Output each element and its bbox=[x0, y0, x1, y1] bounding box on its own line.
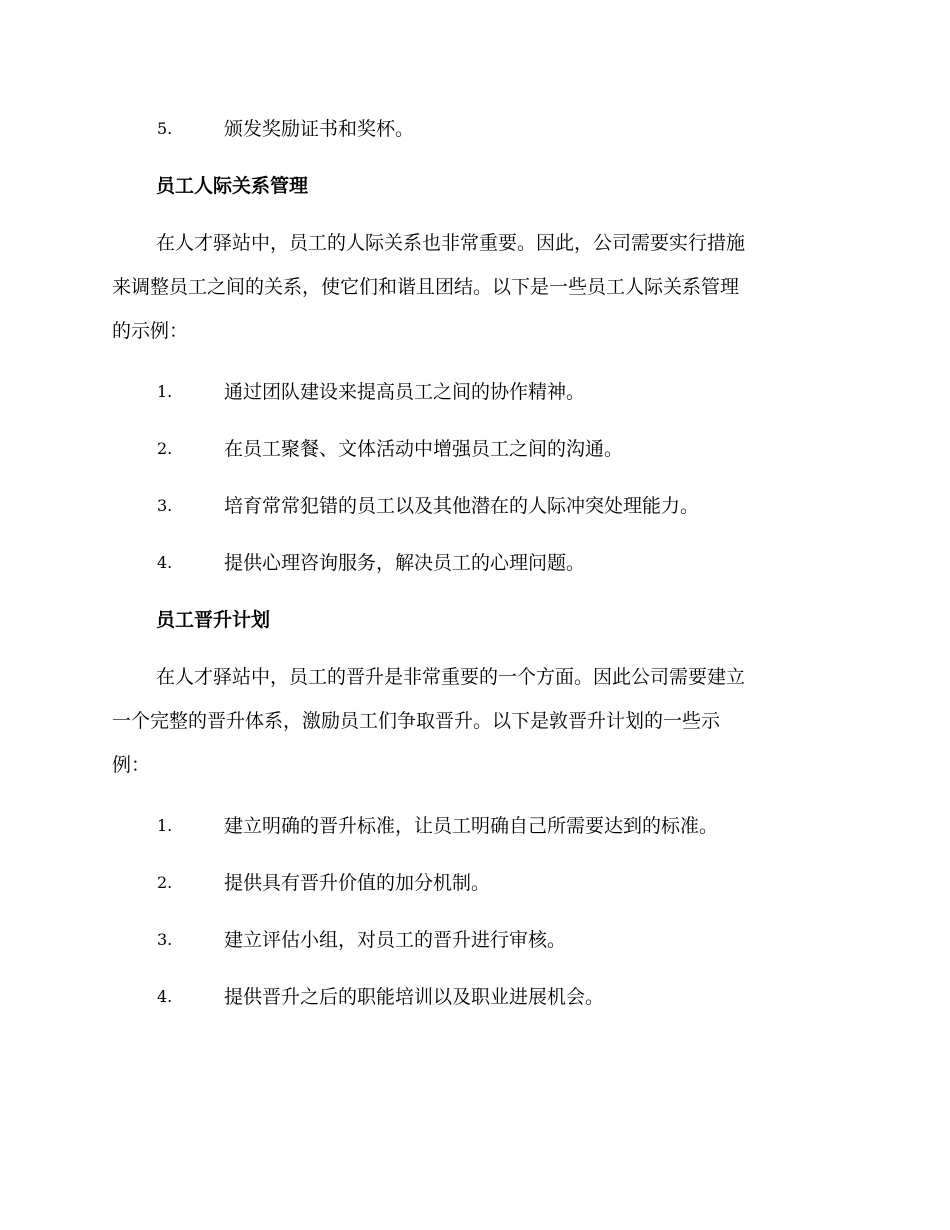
paragraph-line: 一个完整的晋升体系，激励员工们争取晋升。以下是敦晋升计划的一些示 bbox=[112, 710, 721, 732]
list-item-number: 2. bbox=[157, 873, 173, 892]
list-item bbox=[0, 377, 950, 407]
list-item bbox=[0, 434, 950, 464]
paragraph-line: 的示例： bbox=[112, 320, 189, 342]
list-item bbox=[0, 868, 950, 898]
list-item-number: 1. bbox=[157, 382, 173, 401]
list-item bbox=[0, 982, 950, 1012]
list-item-number: 5. bbox=[157, 119, 173, 138]
list-item-text: 建立评估小组，对员工的晋升进行审核。 bbox=[224, 929, 567, 951]
section-heading-promotion: 员工晋升计划 bbox=[156, 609, 271, 631]
list-item bbox=[0, 114, 950, 144]
list-item-text: 提供心理咨询服务，解决员工的心理问题。 bbox=[224, 552, 586, 574]
paragraph-line: 例： bbox=[112, 754, 151, 776]
list-item-number: 3. bbox=[157, 496, 173, 515]
list-item-text: 通过团队建设来提高员工之间的协作精神。 bbox=[224, 381, 586, 403]
list-item bbox=[0, 811, 950, 841]
list-item-number: 2. bbox=[157, 439, 173, 458]
list-item-text: 颁发奖励证书和奖杯。 bbox=[224, 118, 415, 140]
list-item-number: 3. bbox=[157, 930, 173, 949]
list-item bbox=[0, 491, 950, 521]
list-item-number: 1. bbox=[157, 816, 173, 835]
list-item-number: 4. bbox=[157, 553, 173, 572]
list-item-number: 4. bbox=[157, 987, 173, 1006]
section-heading-relations: 员工人际关系管理 bbox=[156, 175, 309, 197]
list-item-text: 培育常常犯错的员工以及其他潜在的人际冲突处理能力。 bbox=[224, 495, 700, 517]
list-item-text: 提供晋升之后的职能培训以及职业进展机会。 bbox=[224, 986, 605, 1008]
list-item bbox=[0, 548, 950, 578]
paragraph-line: 来调整员工之间的关系，使它们和谐且团结。以下是一些员工人际关系管理 bbox=[112, 276, 740, 298]
list-item-text: 在员工聚餐、文体活动中增强员工之间的沟通。 bbox=[224, 438, 624, 460]
list-item-text: 提供具有晋升价值的加分机制。 bbox=[224, 872, 491, 894]
list-item bbox=[0, 925, 950, 955]
paragraph-line: 在人才驿站中，员工的晋升是非常重要的一个方面。因此公司需要建立 bbox=[156, 666, 746, 688]
list-item-text: 建立明确的晋升标准，让员工明确自己所需要达到的标准。 bbox=[224, 815, 719, 837]
section-paragraph-relations bbox=[112, 221, 832, 353]
paragraph-line: 在人才驿站中，员工的人际关系也非常重要。因此，公司需要实行措施 bbox=[156, 232, 746, 254]
section-paragraph-promotion bbox=[112, 655, 832, 787]
